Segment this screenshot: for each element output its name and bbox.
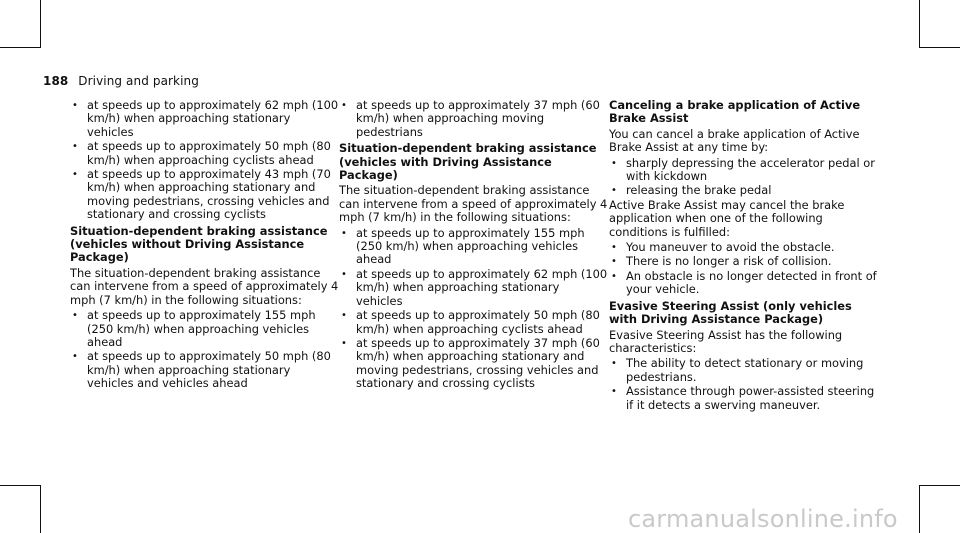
section-heading: Canceling a brake application of Active Brake Assist	[609, 98, 861, 126]
list-item: • releasing the brake pedal	[609, 184, 879, 197]
list-item: • at speeds up to approximately 43 mph (70 km/h) when approaching stationary and moving pedestrians, crossing vehicles and stationary and crossing cyclists	[70, 168, 340, 222]
list-item: • Assistance through power-assisted steering if it detects a swerving maneuver.	[609, 385, 879, 412]
crop-mark	[40, 0, 41, 48]
crop-mark	[919, 485, 920, 533]
bullet-list	[609, 157, 879, 198]
bullet-list	[70, 309, 340, 390]
list-item: • at speeds up to approximately 37 mph (60 km/h) when approaching stationary and moving pedestrians, crossing vehicles and stationary and crossing cyclists	[339, 337, 609, 391]
list-item: • You maneuver to avoid the obstacle.	[609, 241, 879, 254]
section-heading: Situation-dependent braking assistance (vehicles without Driving Assistance Package)	[70, 223, 328, 265]
page-number: 188	[43, 74, 69, 88]
list-item: • at speeds up to approximately 50 mph (80 km/h) when approaching cyclists ahead	[339, 309, 609, 336]
section-heading: Evasive Steering Assist (only vehicles with Driving Assistance Package)	[609, 298, 852, 327]
paragraph: You can cancel a brake application of Active Brake Assist at any time by:	[609, 126, 860, 155]
list-item: • sharply depressing the accelerator pedal or with kickdown	[609, 157, 879, 184]
crop-mark	[919, 0, 920, 48]
list-item: • An obstacle is no longer detected in front of your vehicle.	[609, 270, 879, 297]
section-title: Driving and parking	[78, 74, 199, 88]
section-heading: Situation-dependent braking assistance (vehicles with Driving Assistance Package)	[339, 141, 597, 183]
list-item: • at speeds up to approximately 50 mph (80 km/h) when approaching stationary vehicles and vehicles ahead	[70, 350, 340, 390]
page-header	[43, 74, 199, 88]
crop-mark	[919, 47, 960, 48]
list-item: • at speeds up to approximately 62 mph (100 km/h) when approaching stationary vehicles	[339, 268, 609, 308]
list-item: • There is no longer a risk of collision.	[609, 255, 879, 268]
crop-mark	[0, 47, 41, 48]
column-2	[339, 99, 609, 392]
column-1	[70, 99, 340, 392]
bullet-list	[609, 357, 879, 412]
paragraph: The situation-dependent braking assistance can intervene from a speed of approximately 4 mph (7 km/h) in the following situations:	[70, 265, 339, 307]
watermark: carmanualsonline.info	[628, 505, 898, 533]
column-3	[609, 99, 879, 413]
list-item: • at speeds up to approximately 155 mph (250 km/h) when approaching vehicles ahead	[339, 227, 609, 267]
list-item: • at speeds up to approximately 62 mph (100 km/h) when approaching stationary vehicles	[70, 99, 340, 139]
list-item: • at speeds up to approximately 50 mph (80 km/h) when approaching cyclists ahead	[70, 140, 340, 167]
paragraph: Active Brake Assist may cancel the brake application when one of the following conditions is fulfilled:	[609, 197, 845, 239]
crop-mark	[40, 485, 41, 533]
bullet-list	[70, 99, 340, 222]
crop-mark	[919, 485, 960, 486]
crop-mark	[0, 485, 41, 486]
bullet-list	[609, 241, 879, 297]
list-item: • at speeds up to approximately 37 mph (60 km/h) when approaching moving pedestrians	[339, 99, 609, 139]
list-item: • The ability to detect stationary or moving pedestrians.	[609, 357, 879, 384]
bullet-list	[339, 227, 609, 391]
paragraph: Evasive Steering Assist has the following characteristics:	[609, 327, 843, 355]
paragraph: The situation-dependent braking assistance can intervene from a speed of approximately 4 mph (7 km/h) in the following situations:	[339, 183, 608, 225]
bullet-list	[339, 99, 609, 139]
list-item: • at speeds up to approximately 155 mph (250 km/h) when approaching vehicles ahead	[70, 309, 340, 349]
